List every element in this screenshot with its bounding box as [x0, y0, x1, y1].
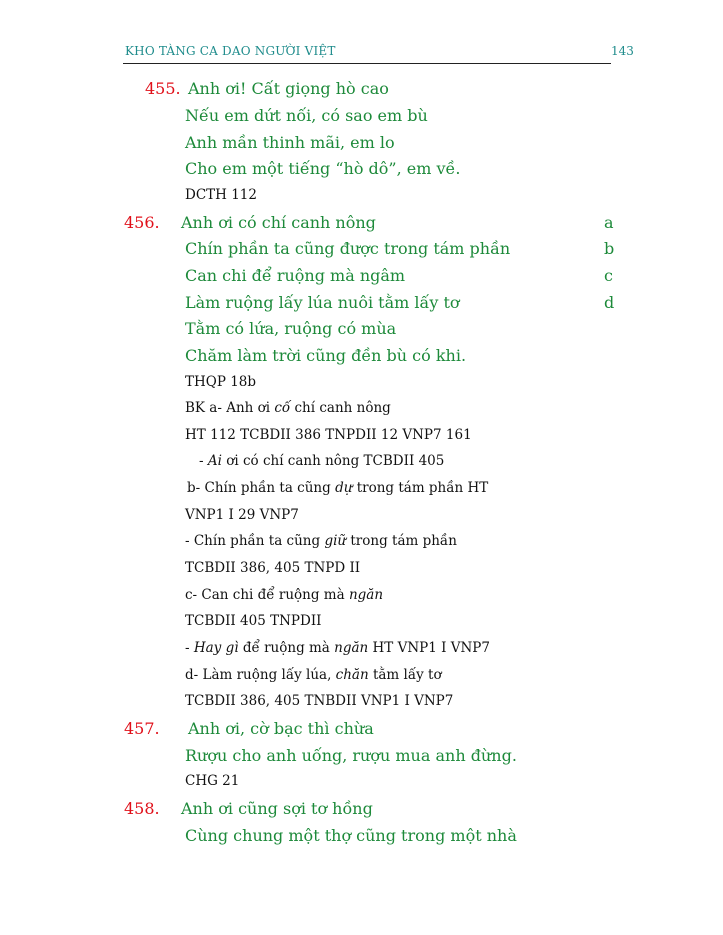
variant-marker: c [604, 266, 613, 285]
verse-line: Anh mần thinh mãi, em lo [185, 133, 395, 152]
variant-note: c- Can chi để ruộng mà ngăn [185, 587, 384, 603]
source-reference: THQP 18b [185, 374, 257, 390]
running-header-title: KHO TÀNG CA DAO NGƯỜI VIỆT [125, 44, 336, 58]
page-number: 143 [611, 44, 634, 58]
entry-number: 456. [124, 213, 160, 232]
verse-line: Anh ơi có chí canh nông [181, 213, 376, 232]
verse-line: Chín phần ta cũng được trong tám phần [185, 239, 511, 258]
verse-line: Anh ơi! Cất giọng hò cao [188, 79, 389, 98]
verse-line: Chăm làm trời cũng đền bù có khi. [185, 346, 467, 365]
source-reference: CHG 21 [185, 773, 240, 789]
verse-line: Anh ơi cũng sợi tơ hồng [181, 799, 373, 818]
source-reference: DCTH 112 [185, 187, 257, 203]
verse-line: Rượu cho anh uống, rượu mua anh đừng. [185, 746, 517, 765]
variant-note: - Ai ơi có chí canh nông TCBDII 405 [199, 453, 445, 469]
header-rule [123, 63, 611, 64]
verse-line: Nếu em dứt nối, có sao em bù [185, 106, 428, 125]
variant-note: TCBDII 386, 405 TNPD II [185, 560, 361, 576]
verse-line: Anh ơi, cờ bạc thì chừa [188, 719, 374, 738]
verse-line: Can chi để ruộng mà ngâm [185, 266, 406, 285]
verse-line: Cùng chung một thợ cũng trong một nhà [185, 826, 517, 845]
variant-note: - Hay gì để ruộng mà ngăn HT VNP1 I VNP7 [185, 640, 490, 656]
variant-note: HT 112 TCBDII 386 TNPDII 12 VNP7 161 [185, 427, 472, 443]
variant-note: b- Chín phần ta cũng dự trong tám phần HT [187, 480, 489, 496]
entry-number: 458. [124, 799, 160, 818]
verse-line: Cho em một tiếng “hò dô”, em về. [185, 159, 461, 178]
variant-note: - Chín phần ta cũng giữ trong tám phần [185, 533, 457, 549]
verse-line: Tằm có lứa, ruộng có mùa [185, 319, 397, 338]
variant-marker: a [604, 213, 614, 232]
variant-marker: b [604, 239, 615, 258]
verse-line: Làm ruộng lấy lúa nuôi tằm lấy tơ [185, 293, 460, 312]
variant-note: TCBDII 405 TNPDII [185, 613, 322, 629]
variant-note: BK a- Anh ơi cố chí canh nông [185, 400, 391, 416]
entry-number: 455. [145, 79, 181, 98]
variant-note: TCBDII 386, 405 TNBDII VNP1 I VNP7 [185, 693, 454, 709]
variant-note: VNP1 I 29 VNP7 [185, 507, 299, 523]
variant-note: d- Làm ruộng lấy lúa, chăn tằm lấy tơ [185, 667, 442, 683]
variant-marker: d [604, 293, 615, 312]
entry-number: 457. [124, 719, 160, 738]
